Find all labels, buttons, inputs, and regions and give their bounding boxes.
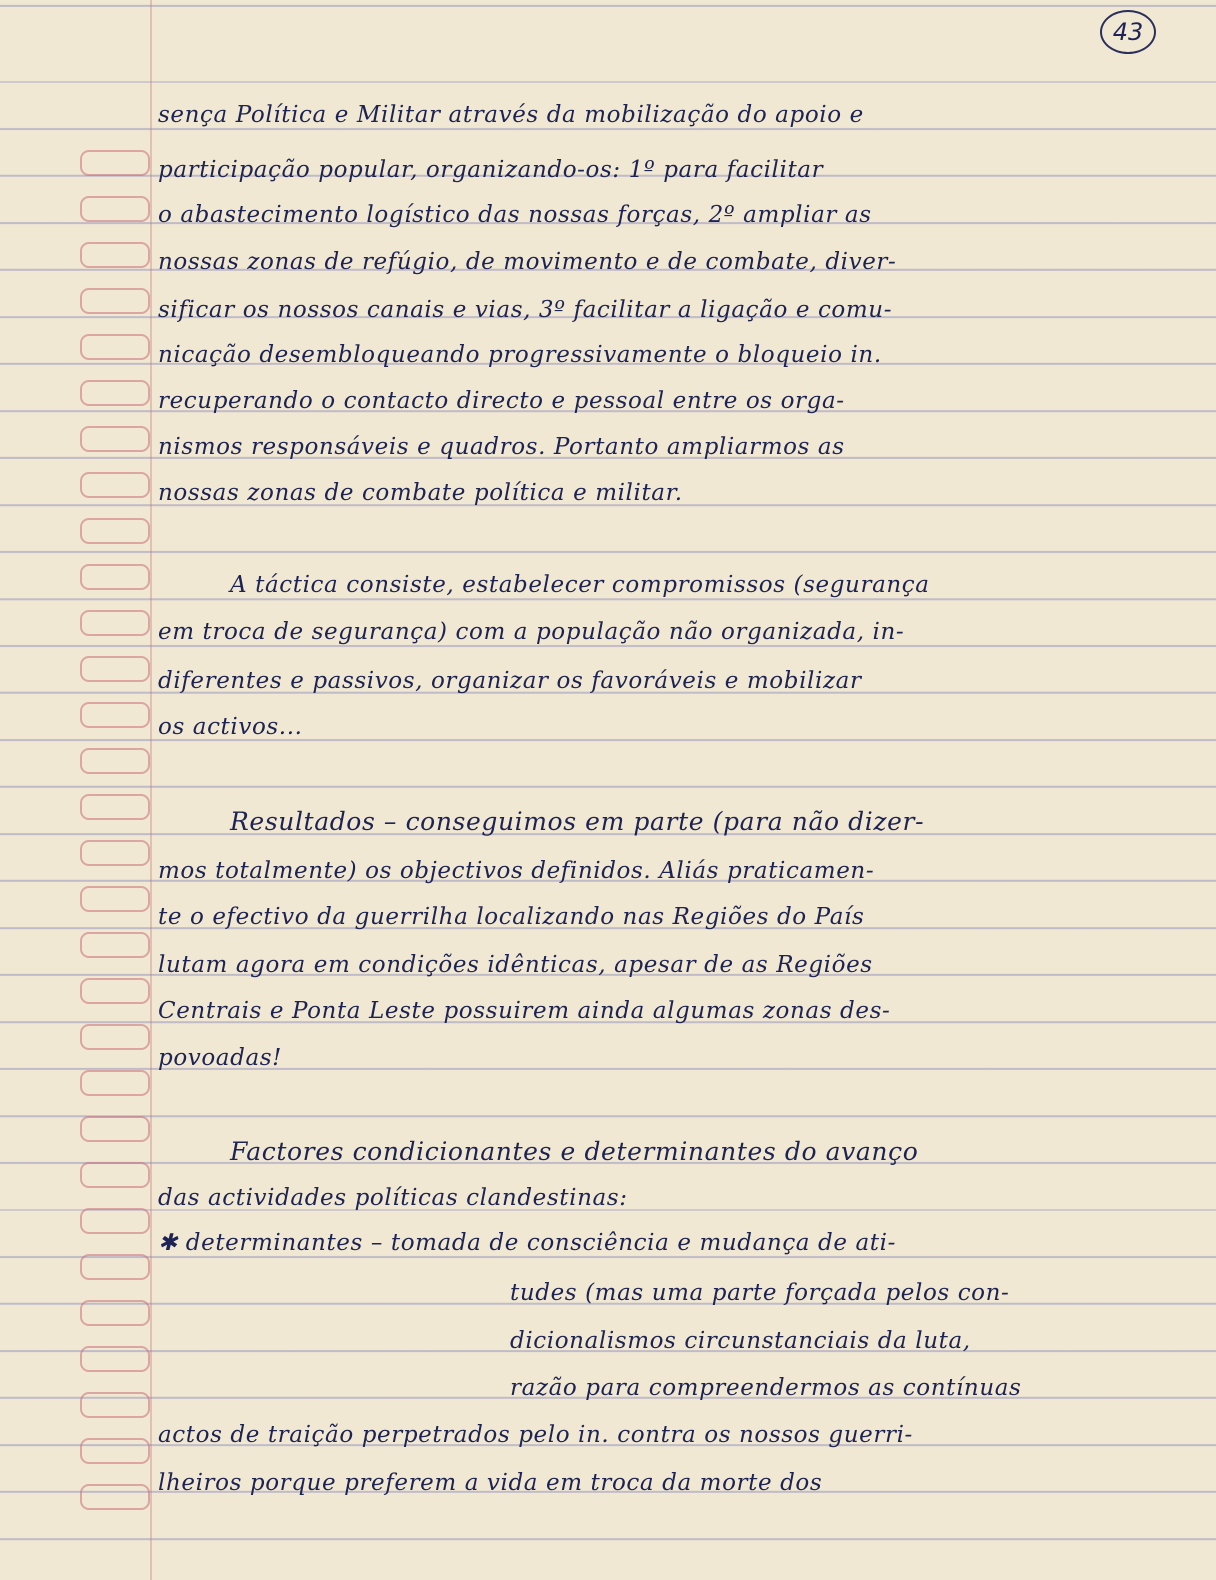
- text-line: o abastecimento logístico das nossas forças, 2º ampliar as: [158, 202, 872, 228]
- page-number: 43: [1100, 10, 1156, 54]
- margin-tab: [80, 380, 150, 406]
- text-line: participação popular, organizando-os: 1º para facilitar: [158, 157, 824, 183]
- margin-tab: [80, 150, 150, 176]
- margin-tab: [80, 242, 150, 268]
- text-line: tudes (mas uma parte forçada pelos con-: [510, 1280, 1010, 1306]
- text-line: te o efectivo da guerrilha localizando nas Regiões do País: [158, 904, 865, 930]
- text-line: nismos responsáveis e quadros. Portanto ampliarmos as: [158, 434, 845, 460]
- margin-tab: [80, 1484, 150, 1510]
- text-line: diferentes e passivos, organizar os favoráveis e mobilizar: [158, 668, 862, 694]
- text-line: recuperando o contacto directo e pessoal entre os orga-: [158, 388, 845, 414]
- text-line: nicação desembloqueando progressivamente o bloqueio in.: [158, 342, 882, 368]
- margin-tab: [80, 1392, 150, 1418]
- text-line: das actividades políticas clandestinas:: [158, 1185, 628, 1211]
- margin-tab: [80, 748, 150, 774]
- text-line: os activos...: [158, 714, 303, 740]
- margin-tab: [80, 1116, 150, 1142]
- margin-tab: [80, 978, 150, 1004]
- margin-tab: [80, 426, 150, 452]
- margin-tab: [80, 794, 150, 820]
- text-line: dicionalismos circunstanciais da luta,: [510, 1328, 971, 1354]
- margin-tab: [80, 1254, 150, 1280]
- text-line: A táctica consiste, estabelecer compromissos (segurança: [230, 572, 930, 598]
- margin-tab: [80, 702, 150, 728]
- text-line: lheiros porque preferem a vida em troca da morte dos: [158, 1470, 823, 1496]
- margin-tab: [80, 288, 150, 314]
- margin-tab: [80, 1208, 150, 1234]
- margin-tab: [80, 518, 150, 544]
- margin-tab: [80, 932, 150, 958]
- text-line: nossas zonas de refúgio, de movimento e de combate, diver-: [158, 249, 897, 275]
- text-line: mos totalmente) os objectivos definidos. Aliás praticamen-: [158, 858, 875, 884]
- margin-line: [150, 0, 152, 1580]
- margin-tab: [80, 1024, 150, 1050]
- text-line: nossas zonas de combate política e militar.: [158, 480, 683, 506]
- text-line: sença Política e Militar através da mobilização do apoio e: [158, 102, 864, 128]
- margin-tab: [80, 1438, 150, 1464]
- margin-tab: [80, 610, 150, 636]
- text-line: lutam agora em condições idênticas, apesar de as Regiões: [158, 952, 873, 978]
- text-line: actos de traição perpetrados pelo in. contra os nossos guerri-: [158, 1422, 913, 1448]
- margin-tab: [80, 1162, 150, 1188]
- margin-tab: [80, 886, 150, 912]
- text-line: ✱ determinantes – tomada de consciência e mudança de ati-: [158, 1230, 896, 1256]
- text-line: Factores condicionantes e determinantes do avanço: [230, 1137, 919, 1166]
- margin-tab: [80, 472, 150, 498]
- text-line: razão para compreendermos as contínuas: [510, 1375, 1022, 1401]
- margin-tab: [80, 1346, 150, 1372]
- margin-tab: [80, 1070, 150, 1096]
- margin-tab: [80, 564, 150, 590]
- margin-tab: [80, 1300, 150, 1326]
- text-line: Centrais e Ponta Leste possuirem ainda algumas zonas des-: [158, 998, 891, 1024]
- margin-tab: [80, 656, 150, 682]
- text-line: povoadas!: [158, 1045, 283, 1071]
- text-line: em troca de segurança) com a população não organizada, in-: [158, 619, 905, 645]
- text-line: Resultados – conseguimos em parte (para não dizer-: [230, 807, 925, 836]
- text-line: sificar os nossos canais e vias, 3º facilitar a ligação e comu-: [158, 297, 893, 323]
- margin-tab: [80, 840, 150, 866]
- margin-tab: [80, 196, 150, 222]
- margin-tab: [80, 334, 150, 360]
